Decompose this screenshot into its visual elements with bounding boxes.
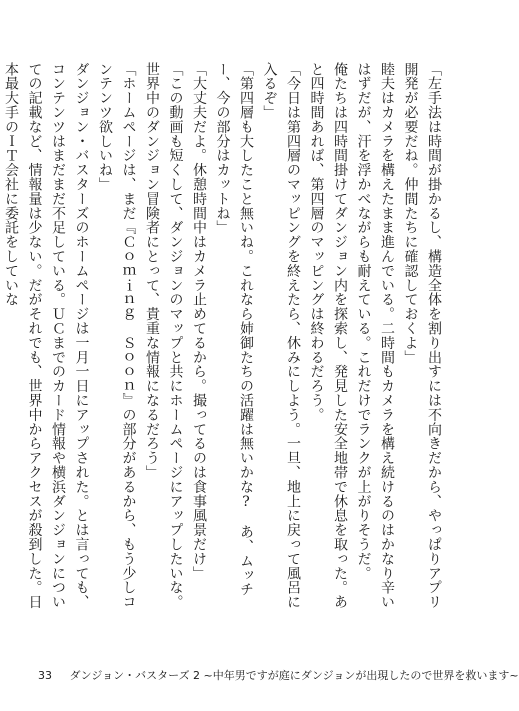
page-number: 33: [38, 669, 52, 682]
paragraph: 「大丈夫だよ。休憩時間中はカメラ止めてるから。撮ってるのは食事風景だけ」: [191, 62, 207, 581]
paragraph: 「この動画も短くして、ダンジョンのマップと共にホームページにアップしたいな。世界中のダンジョン冒険者にとって、貴重な情報になるだろう」: [144, 62, 184, 610]
running-title: ダンジョン・バスターズ 2 ~中年男ですが庭にダンジョンが出現したので世界を救います~: [69, 669, 519, 682]
page-footer: [38, 667, 519, 683]
page-body: [3, 62, 445, 622]
paragraph: 「左手法は時間が掛かるし、構造全体を割り出すには不向きだから、やっぱりアプリ開発が必要だね。仲間たちに確認しておくよ」: [402, 62, 442, 610]
paragraph: 「今日は第四層のマッピングを終えたら、休みにしよう。一旦、地上に戻って風呂に入るぞ」: [261, 62, 301, 610]
paragraph: 俺たちは四時間掛けてダンジョン内を探索し、発見した安全地帯で休息を取った。あと四時間あれば、第四層のマッピングは終わるだろう。: [308, 62, 348, 610]
paragraph: ダンジョン・バスターズのホームページは一月一日にアップされた。とは言っても、コンテンツはまだまだ不足している。ＵＣまでのカード情報や横浜ダンジョンについての記載など、情報量は少ない。だがそれでも、世界中からアクセスが殺到した。日本最大手のＩＴ会社に委託をしていな: [3, 62, 90, 610]
paragraph: 「ホームページは、まだ『Ｃｏｍｉｎｇ Ｓｏｏｎ』の部分があるから、もう少しコンテンツ欲しいね」: [97, 62, 137, 610]
paragraph: 睦夫はカメラを構えたまま進んでいる。二時間もカメラを構え続けるのはかなり辛いはずだが、汗を浮かべながらも耐えている。これだけでランクが上がりそうだ。: [355, 62, 395, 610]
paragraph: 「第四層も大したこと無いね。これなら姉御たちの活躍は無いかな? あ、ムッチー、今の部分はカットね」: [214, 62, 254, 597]
